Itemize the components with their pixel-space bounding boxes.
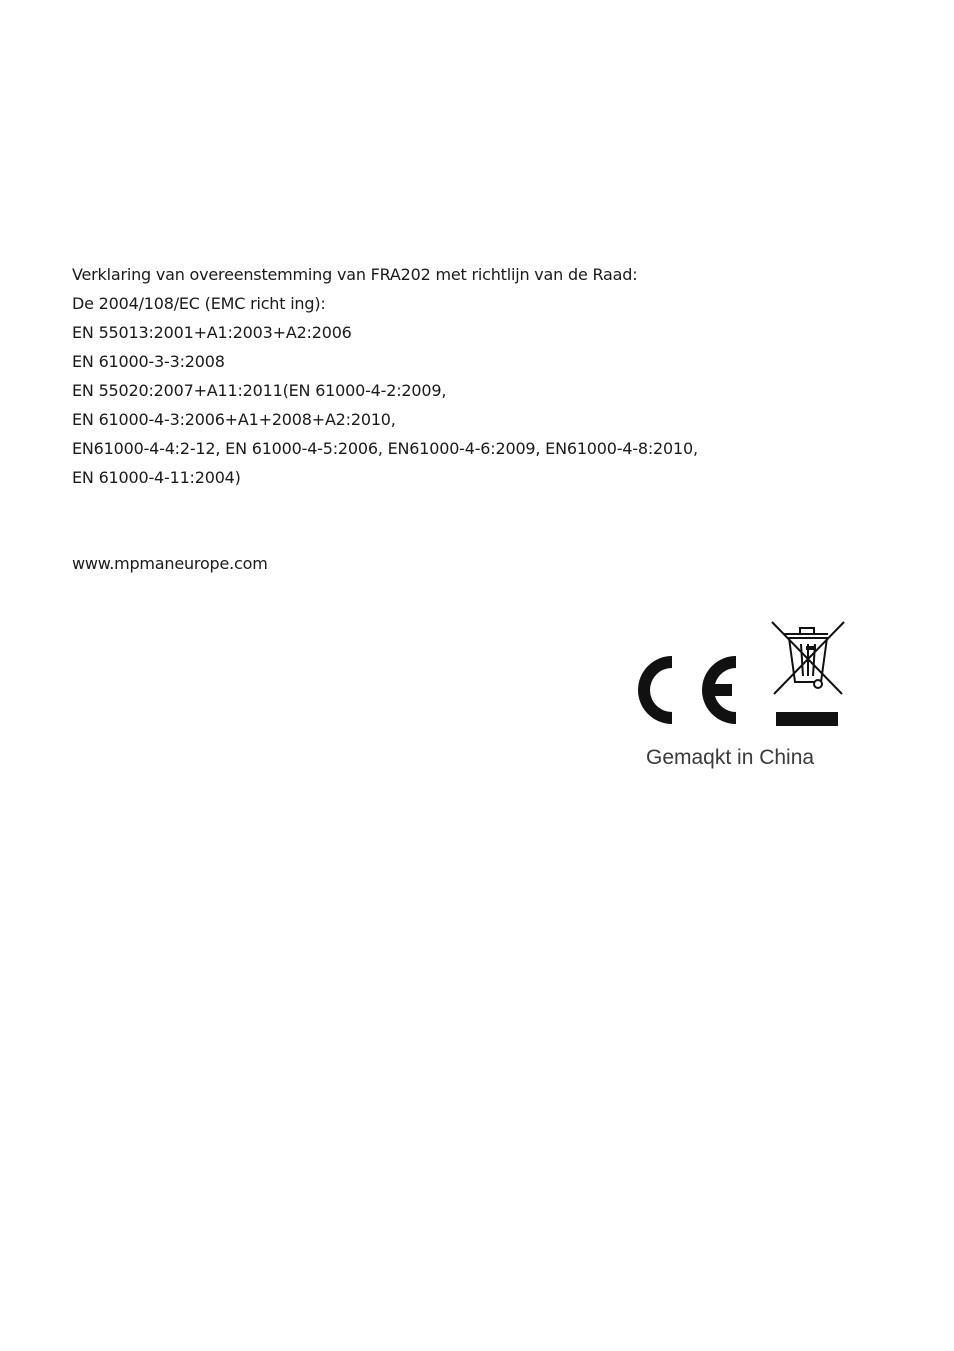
- ce-mark-icon: [632, 652, 744, 728]
- standard-line: EN 55013:2001+A1:2003+A2:2006: [72, 323, 352, 342]
- compliance-marks: [630, 618, 850, 778]
- standard-line: EN61000-4-4:2-12, EN 61000-4-5:2006, EN61000-4-6:2009, EN61000-4-8:2010,: [72, 439, 698, 458]
- standard-line: EN 61000-4-11:2004): [72, 468, 241, 487]
- standard-line: EN 61000-4-3:2006+A1+2008+A2:2010,: [72, 410, 396, 429]
- directive-line: De 2004/108/EC (EMC richt ing):: [72, 294, 326, 313]
- website-url: www.mpmaneurope.com: [72, 554, 268, 573]
- standard-line: EN 61000-3-3:2008: [72, 352, 225, 371]
- declaration-of-conformity: [72, 260, 892, 492]
- made-in-label: Gemaqkt in China: [646, 746, 815, 769]
- declaration-heading: Verklaring van overeenstemming van FRA202 met richtlijn van de Raad:: [72, 265, 638, 284]
- standard-line: EN 55020:2007+A11:2011(EN 61000-4-2:2009,: [72, 381, 447, 400]
- crossed-out-wheelie-bin-icon: [770, 618, 846, 728]
